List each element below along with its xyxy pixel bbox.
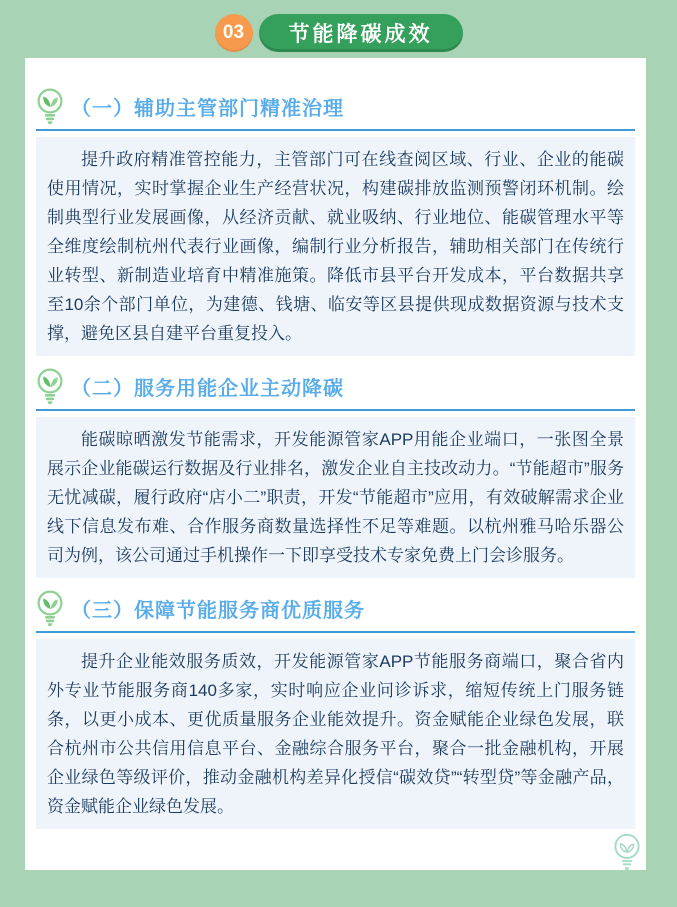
section-1 xyxy=(36,88,635,356)
page-title: 节能降碳成效 xyxy=(259,14,463,52)
lightbulb-leaf-icon xyxy=(37,368,63,404)
card-inner xyxy=(25,58,646,829)
section-1-paragraph: 提升政府精准管控能力，主管部门可在线查阅区域、行业、企业的能碳使用情况，实时掌握企业生产经营状况，构建碳排放监测预警闭环机制。绘制典型行业发展画像，从经济贡献、就业吸纳、行业地位、能碳管理水平等全维度绘制杭州代表行业画像，编制行业分析报告，辅助相关部门在传统行业转型、新制造业培育中精准施策。降低市县平台开发成本，平台数据共享至10余个部门单位，为建德、钱塘、临安等区县提供现成数据资源与技术支撑，避免区县自建平台重复投入。 xyxy=(36,137,635,356)
section-3-heading: （三）保障节能服务商优质服务 xyxy=(71,599,365,622)
lightbulb-leaf-icon xyxy=(37,88,63,124)
section-3-header xyxy=(36,590,635,633)
section-3-paragraph: 提升企业能效服务质效，开发能源管家APP节能服务商端口，聚合省内外专业节能服务商140多家，实时响应企业问诊诉求，缩短传统上门服务链条，以更小成本、更优质量服务企业能效提升。资金赋能企业绿色发展，联合杭州市公共信用信息平台、金融综合服务平台，聚合一批金融机构，开展企业绿色等级评价，推动金融机构差异化授信“碳效贷”“转型贷”等金融产品，资金赋能企业绿色发展。 xyxy=(36,639,635,829)
section-2-heading: （二）服务用能企业主动降碳 xyxy=(71,377,344,400)
section-2-header xyxy=(36,368,635,411)
section-number-badge: 03 xyxy=(215,14,253,52)
lightbulb-leaf-icon xyxy=(37,590,63,626)
content-card xyxy=(25,58,646,870)
header-badge xyxy=(0,14,677,52)
section-2 xyxy=(36,368,635,578)
section-1-heading: （一）辅助主管部门精准治理 xyxy=(71,97,344,120)
section-3 xyxy=(36,590,635,829)
section-1-header xyxy=(36,88,635,131)
section-2-paragraph: 能碳晾晒激发节能需求，开发能源管家APP用能企业端口，一张图全景展示企业能碳运行数据及行业排名，激发企业自主技改动力。“节能超市”服务无忧减碳，履行政府“店小二”职责，开发“节能超市”应用，有效破解需求企业线下信息发布难、合作服务商数量选择性不足等难题。以杭州雅马哈乐器公司为例，该公司通过手机操作一下即享受技术专家免费上门会诊服务。 xyxy=(36,417,635,578)
lightbulb-sprout-icon xyxy=(610,832,644,874)
